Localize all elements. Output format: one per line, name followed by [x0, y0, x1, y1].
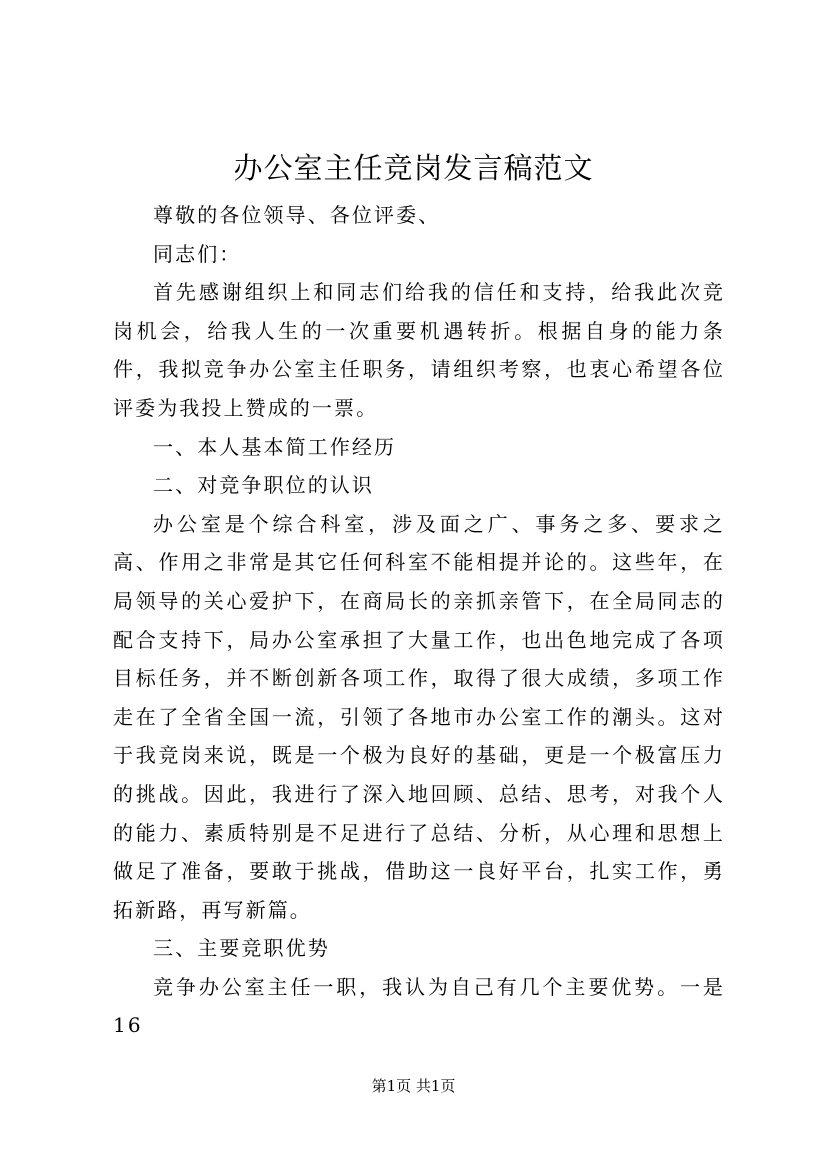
paragraph-advantages: 竞争办公室主任一职，我认为自己有几个主要优势。一是16 — [113, 974, 725, 1038]
salutation-line-1: 尊敬的各位领导、各位评委、 — [153, 203, 441, 227]
section-heading-1: 一、本人基本简工作经历 — [153, 434, 397, 459]
document-body — [113, 196, 725, 1045]
page-footer: 第1页 共1页 — [371, 1077, 456, 1095]
document-title: 办公室主任竞岗发言稿范文 — [233, 151, 594, 185]
salutation-line-2: 同志们： — [153, 241, 242, 266]
paragraph-office-role: 办公室是个综合科室，涉及面之广、事务之多、要求之高、作用之非常是其它任何科室不能相提并论的。这些年，在局领导的关心爱护下，在商局长的亲抓亲管下，在全局同志的配合支持下，局办公室承担了大量工作，也出色地完成了各项目标任务，并不断创新各项工作，取得了很大成绩，多项工作走在了全省全国一流，引领了各地市办公室工作的潮头。这对于我竞岗来说，既是一个极为良好的基础，更是一个极富压力的挑战。因此，我进行了深入地回顾、总结、思考，对我个人的能力、素质特别是不足进行了总结、分析，从心理和思想上做足了准备，要敢于挑战，借助这一良好平台，扎实工作，勇拓新路，再写新篇。 — [113, 511, 725, 922]
paragraph-opening: 首先感谢组织上和同志们给我的信任和支持，给我此次竞岗机会，给我人生的一次重要机遇转折。根据自身的能力条件，我拟竞争办公室主任职务，请组织考察，也衷心希望各位评委为我投上赞成的一票。 — [113, 280, 725, 420]
section-heading-2: 二、对竞争职位的认识 — [153, 473, 374, 498]
section-heading-3: 三、主要竞职优势 — [153, 936, 330, 961]
